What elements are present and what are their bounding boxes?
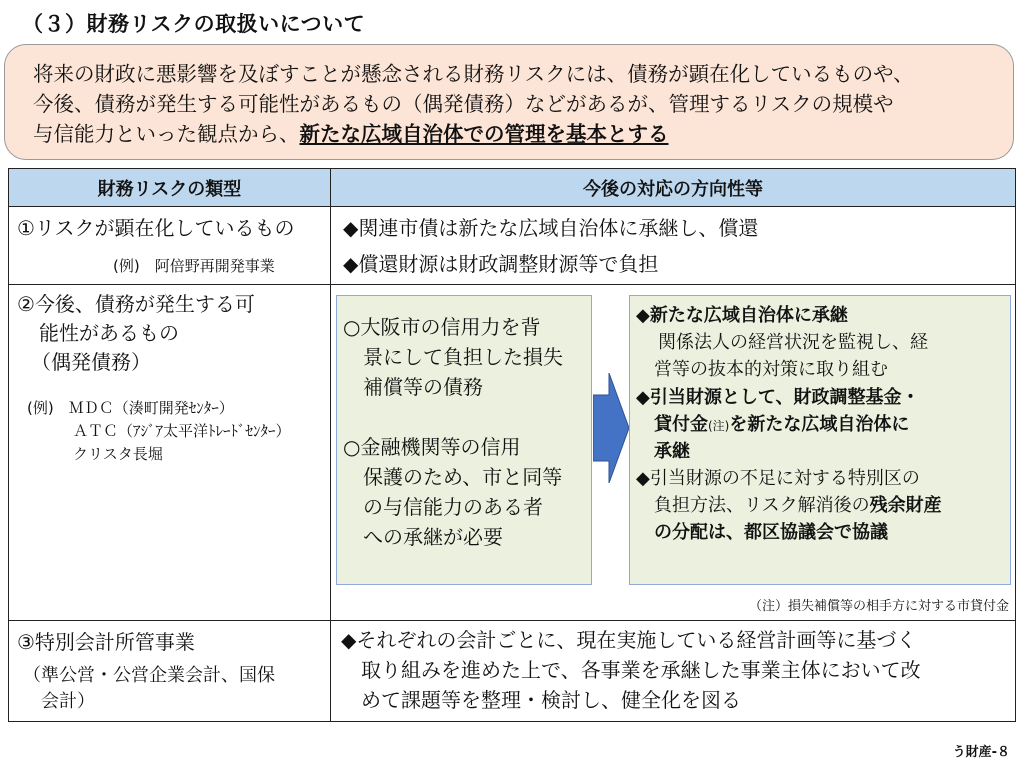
row1-item-1: ◆関連市債は新たな広域自治体に承継し、償還 [343, 216, 759, 240]
type-label-3: ③特別会計所管事業 [17, 630, 195, 654]
summary-line-2: 今後、債務が発生する可能性があるもの（偶発債務）などがあるが、管理するリスクの規模や [33, 92, 894, 116]
summary-line-3-text: 与信能力といった観点から、 [33, 122, 300, 146]
debt-description-box [336, 295, 592, 585]
right-box-b3-l2a: 負担方法、リスク解消後の [654, 495, 870, 516]
right-box-b3-l2 [654, 492, 942, 519]
left-box-p2-l2: 保護のため、市と同等 [363, 465, 563, 489]
row3-text-l2: 取り組みを進めた上で、各事業を承継した事業主体において改 [361, 658, 921, 682]
summary-box [4, 44, 1014, 160]
table-row [9, 285, 1016, 621]
type-label-1: ①リスクが顕在化しているもの [17, 216, 295, 240]
type-label-2-line-1: ②今後、債務が発生する可 [17, 292, 255, 316]
example-2-line-3: クリスタ長堀 [73, 445, 163, 463]
type-label-3-sub-2: 会計） [41, 691, 95, 712]
note-marker: (注) [708, 419, 730, 433]
row3-text-l1: ◆それぞれの会計ごとに、現在実施している経営計画等に基づく [341, 628, 917, 652]
right-box-b2-l2a: 貸付金 [654, 414, 708, 435]
left-box-p2-l3: の与信能力のある者 [363, 495, 543, 519]
right-arrow-icon [593, 373, 629, 483]
type-label-3-sub-1: （準公営・公営企業会計、国保 [23, 665, 275, 686]
page-title: （３）財務リスクの取扱いについて [22, 12, 366, 36]
example-1: (例) 阿倍野再開発事業 [113, 257, 275, 275]
summary-line-1: 将来の財政に悪影響を及ぼすことが懸念される財務リスクには、債務が顕在化しているものや、 [33, 62, 914, 86]
table-row [9, 621, 1016, 722]
type-label-2-line-2: 能性があるもの [39, 321, 179, 345]
page-number: う財産‐８ [952, 745, 1010, 760]
left-box-p2-l1: ○金融機関等の信用 [343, 435, 521, 459]
response-box [629, 295, 1011, 585]
header-risk-type: 財務リスクの類型 [9, 169, 331, 207]
right-box-b2-l2 [654, 411, 909, 440]
type-label-2-line-3: （偶発債務） [31, 350, 151, 374]
table-row [9, 207, 1016, 285]
row1-item-2: ◆償還財源は財政調整財源等で負担 [343, 252, 659, 276]
right-box-b3-l1: ◆引当財源の不足に対する特別区の [636, 468, 920, 489]
header-direction: 今後の対応の方向性等 [331, 169, 1016, 207]
right-box-b1-head: ◆新たな広域自治体に承継 [636, 305, 848, 326]
right-box-b2-l1: ◆引当財源として、財政調整基金・ [636, 387, 920, 408]
risk-table [8, 168, 1016, 722]
left-box-p1-l1: ○大阪市の信用力を背 [343, 315, 541, 339]
summary-line-3 [33, 119, 993, 149]
right-box-b2-l2b: を新たな広域自治体に [729, 414, 910, 435]
right-box-b3-l2b: 残余財産 [869, 495, 942, 516]
left-box-p1-l2: 景にして負担した損失 [363, 345, 563, 369]
right-box-b1-l2: 営等の抜本的対策に取り組む [654, 359, 888, 380]
left-box-p2-l4: への承継が必要 [363, 525, 503, 549]
summary-highlight: 新たな広域自治体での管理を基本とする [299, 122, 669, 146]
right-box-b1-l1: 関係法人の経営状況を監視し、経 [658, 332, 928, 353]
right-box-b2-l3: 承継 [654, 441, 690, 462]
right-box-b3-l3: の分配は、都区協議会で協議 [654, 522, 888, 543]
example-2-line-1: (例) ＭＤＣ（湊町開発ｾﾝﾀｰ） [27, 399, 234, 417]
left-box-p1-l3: 補償等の債務 [363, 375, 483, 399]
example-2-line-2: ＡＴＣ（ｱｼﾞｱ太平洋ﾄﾚｰﾄﾞｾﾝﾀｰ） [73, 422, 291, 440]
footnote: （注）損失補償等の相手方に対する市貸付金 [748, 599, 1009, 614]
row3-text-l3: めて課題等を整理・検討し、健全化を図る [361, 688, 741, 712]
